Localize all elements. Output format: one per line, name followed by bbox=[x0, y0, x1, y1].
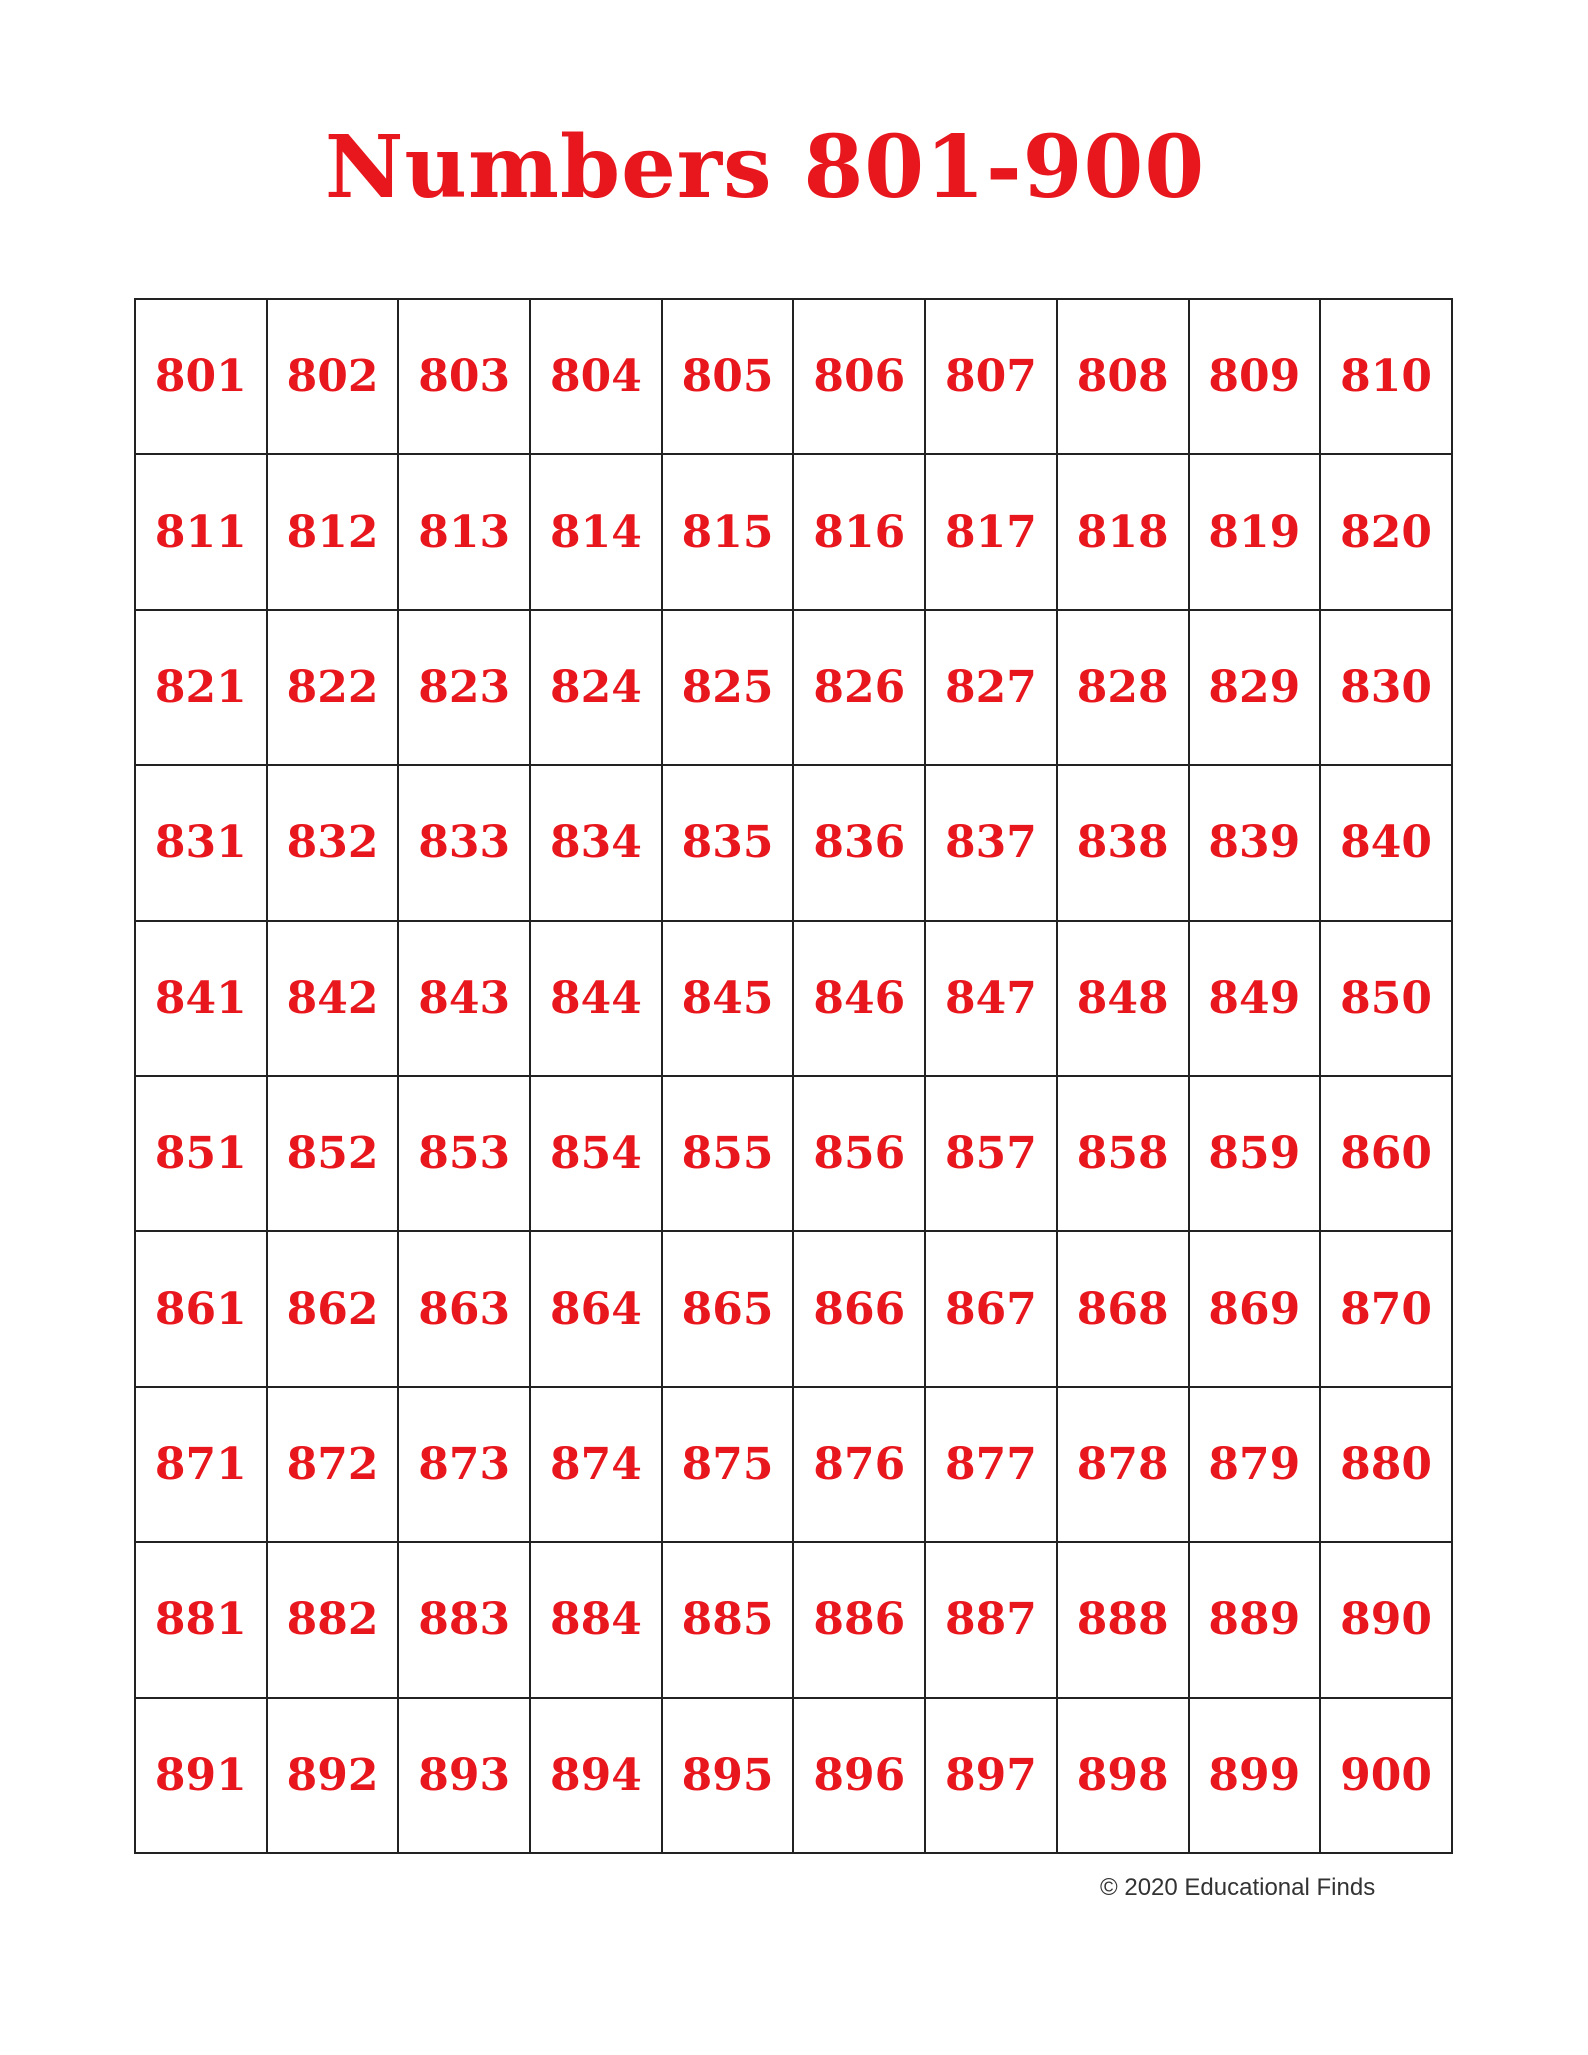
grid-cell: 868 bbox=[1057, 1231, 1189, 1386]
grid-cell: 804 bbox=[530, 299, 662, 454]
grid-cell: 816 bbox=[793, 454, 925, 609]
number-grid bbox=[134, 298, 1453, 1854]
grid-cell: 888 bbox=[1057, 1542, 1189, 1697]
grid-cell: 806 bbox=[793, 299, 925, 454]
grid-cell: 879 bbox=[1189, 1387, 1321, 1542]
grid-cell: 819 bbox=[1189, 454, 1321, 609]
grid-cell: 834 bbox=[530, 765, 662, 920]
grid-cell: 871 bbox=[135, 1387, 267, 1542]
grid-cell: 843 bbox=[398, 921, 530, 1076]
grid-cell: 814 bbox=[530, 454, 662, 609]
grid-cell: 823 bbox=[398, 610, 530, 765]
grid-cell: 899 bbox=[1189, 1698, 1321, 1853]
grid-cell: 882 bbox=[267, 1542, 399, 1697]
grid-row bbox=[135, 610, 1452, 765]
grid-cell: 836 bbox=[793, 765, 925, 920]
grid-cell: 831 bbox=[135, 765, 267, 920]
grid-row bbox=[135, 1698, 1452, 1853]
grid-cell: 844 bbox=[530, 921, 662, 1076]
grid-cell: 896 bbox=[793, 1698, 925, 1853]
grid-cell: 878 bbox=[1057, 1387, 1189, 1542]
number-grid-body bbox=[135, 299, 1452, 1853]
grid-cell: 802 bbox=[267, 299, 399, 454]
grid-cell: 856 bbox=[793, 1076, 925, 1231]
grid-cell: 863 bbox=[398, 1231, 530, 1386]
grid-cell: 900 bbox=[1320, 1698, 1452, 1853]
grid-cell: 881 bbox=[135, 1542, 267, 1697]
grid-cell: 848 bbox=[1057, 921, 1189, 1076]
grid-cell: 895 bbox=[662, 1698, 794, 1853]
grid-cell: 873 bbox=[398, 1387, 530, 1542]
grid-cell: 845 bbox=[662, 921, 794, 1076]
grid-cell: 812 bbox=[267, 454, 399, 609]
grid-cell: 855 bbox=[662, 1076, 794, 1231]
grid-cell: 890 bbox=[1320, 1542, 1452, 1697]
grid-cell: 898 bbox=[1057, 1698, 1189, 1853]
grid-cell: 854 bbox=[530, 1076, 662, 1231]
grid-cell: 860 bbox=[1320, 1076, 1452, 1231]
grid-cell: 864 bbox=[530, 1231, 662, 1386]
grid-cell: 808 bbox=[1057, 299, 1189, 454]
grid-cell: 805 bbox=[662, 299, 794, 454]
grid-cell: 829 bbox=[1189, 610, 1321, 765]
grid-cell: 801 bbox=[135, 299, 267, 454]
grid-row bbox=[135, 921, 1452, 1076]
grid-cell: 833 bbox=[398, 765, 530, 920]
grid-cell: 857 bbox=[925, 1076, 1057, 1231]
grid-cell: 876 bbox=[793, 1387, 925, 1542]
grid-cell: 891 bbox=[135, 1698, 267, 1853]
grid-row bbox=[135, 299, 1452, 454]
grid-cell: 886 bbox=[793, 1542, 925, 1697]
grid-cell: 866 bbox=[793, 1231, 925, 1386]
grid-cell: 892 bbox=[267, 1698, 399, 1853]
grid-cell: 894 bbox=[530, 1698, 662, 1853]
grid-cell: 838 bbox=[1057, 765, 1189, 920]
grid-cell: 865 bbox=[662, 1231, 794, 1386]
grid-cell: 859 bbox=[1189, 1076, 1321, 1231]
grid-cell: 883 bbox=[398, 1542, 530, 1697]
grid-cell: 846 bbox=[793, 921, 925, 1076]
grid-cell: 862 bbox=[267, 1231, 399, 1386]
grid-cell: 830 bbox=[1320, 610, 1452, 765]
grid-cell: 809 bbox=[1189, 299, 1321, 454]
grid-cell: 820 bbox=[1320, 454, 1452, 609]
grid-cell: 870 bbox=[1320, 1231, 1452, 1386]
grid-cell: 877 bbox=[925, 1387, 1057, 1542]
grid-cell: 817 bbox=[925, 454, 1057, 609]
grid-cell: 813 bbox=[398, 454, 530, 609]
grid-cell: 853 bbox=[398, 1076, 530, 1231]
grid-cell: 842 bbox=[267, 921, 399, 1076]
grid-cell: 832 bbox=[267, 765, 399, 920]
grid-cell: 827 bbox=[925, 610, 1057, 765]
grid-cell: 889 bbox=[1189, 1542, 1321, 1697]
grid-cell: 885 bbox=[662, 1542, 794, 1697]
grid-cell: 803 bbox=[398, 299, 530, 454]
grid-cell: 893 bbox=[398, 1698, 530, 1853]
grid-cell: 874 bbox=[530, 1387, 662, 1542]
grid-cell: 849 bbox=[1189, 921, 1321, 1076]
grid-cell: 839 bbox=[1189, 765, 1321, 920]
grid-cell: 837 bbox=[925, 765, 1057, 920]
grid-cell: 824 bbox=[530, 610, 662, 765]
grid-cell: 875 bbox=[662, 1387, 794, 1542]
grid-cell: 841 bbox=[135, 921, 267, 1076]
grid-cell: 887 bbox=[925, 1542, 1057, 1697]
grid-row bbox=[135, 1387, 1452, 1542]
grid-cell: 807 bbox=[925, 299, 1057, 454]
grid-cell: 811 bbox=[135, 454, 267, 609]
grid-cell: 872 bbox=[267, 1387, 399, 1542]
grid-cell: 884 bbox=[530, 1542, 662, 1697]
grid-cell: 851 bbox=[135, 1076, 267, 1231]
grid-row bbox=[135, 1231, 1452, 1386]
grid-cell: 825 bbox=[662, 610, 794, 765]
grid-cell: 828 bbox=[1057, 610, 1189, 765]
grid-cell: 835 bbox=[662, 765, 794, 920]
grid-cell: 850 bbox=[1320, 921, 1452, 1076]
grid-cell: 826 bbox=[793, 610, 925, 765]
copyright-footer: © 2020 Educational Finds bbox=[1100, 1874, 1376, 1901]
grid-cell: 861 bbox=[135, 1231, 267, 1386]
grid-cell: 847 bbox=[925, 921, 1057, 1076]
grid-row bbox=[135, 1542, 1452, 1697]
grid-cell: 815 bbox=[662, 454, 794, 609]
grid-cell: 840 bbox=[1320, 765, 1452, 920]
grid-cell: 818 bbox=[1057, 454, 1189, 609]
grid-row bbox=[135, 1076, 1452, 1231]
grid-cell: 858 bbox=[1057, 1076, 1189, 1231]
grid-cell: 880 bbox=[1320, 1387, 1452, 1542]
grid-cell: 867 bbox=[925, 1231, 1057, 1386]
grid-cell: 869 bbox=[1189, 1231, 1321, 1386]
grid-cell: 897 bbox=[925, 1698, 1057, 1853]
grid-cell: 821 bbox=[135, 610, 267, 765]
grid-cell: 822 bbox=[267, 610, 399, 765]
grid-cell: 810 bbox=[1320, 299, 1452, 454]
grid-row bbox=[135, 454, 1452, 609]
grid-row bbox=[135, 765, 1452, 920]
page-title: Numbers 801-900 bbox=[324, 117, 1206, 218]
grid-cell: 852 bbox=[267, 1076, 399, 1231]
